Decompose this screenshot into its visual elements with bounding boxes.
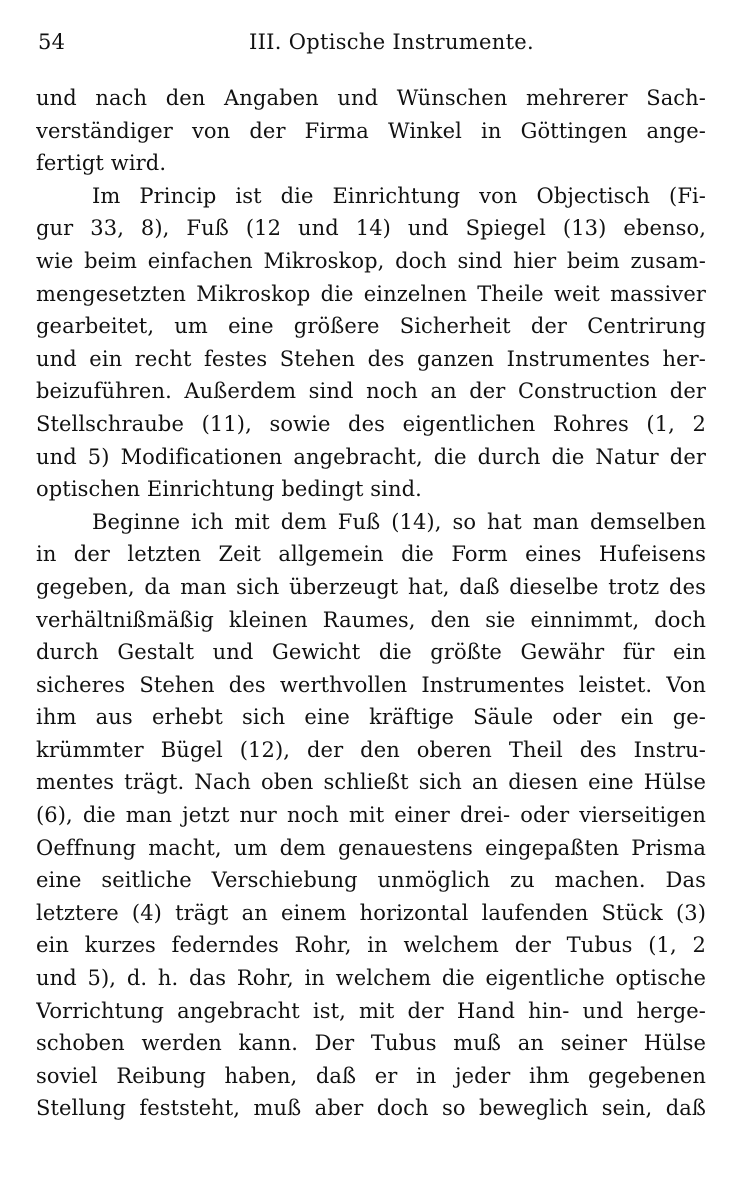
text-line: schoben werden kann. Der Tubus muß an seiner Hülse: [36, 1031, 706, 1056]
text-line: krümmter Bügel (12), der den oberen Theil des Instru-: [36, 737, 706, 762]
text-line: Vorrichtung angebracht ist, mit der Hand hin- und herge-: [36, 998, 706, 1023]
running-head: [38, 24, 705, 60]
text-line: Beginne ich mit dem Fuß (14), so hat man demselben: [92, 509, 706, 534]
text-line: und 5) Modificationen angebracht, die durch die Natur der: [36, 444, 706, 469]
text-line: sicheres Stehen des werthvollen Instrumentes leistet. Von: [36, 672, 706, 697]
text-line: letztere (4) trägt an einem horizontal laufenden Stück (3): [36, 900, 706, 925]
text-line: Stellung feststeht, muß aber doch so beweglich sein, daß: [36, 1096, 706, 1121]
text-line: (6), die man jetzt nur noch mit einer drei- oder vierseitigen: [36, 803, 706, 828]
text-line: und ein recht festes Stehen des ganzen Instrumentes her-: [36, 346, 706, 371]
text-line: Oeffnung macht, um dem genauestens eingepaßten Prisma: [36, 835, 706, 860]
text-line: fertigt wird.: [36, 151, 167, 176]
text-line: ein kurzes federndes Rohr, in welchem der Tubus (1, 2: [36, 933, 706, 958]
text-line: durch Gestalt und Gewicht die größte Gewähr für ein: [36, 640, 706, 665]
text-line: eine seitliche Verschiebung unmöglich zu machen. Das: [36, 868, 706, 893]
text-line: und nach den Angaben und Wünschen mehrerer Sach-: [36, 86, 706, 110]
text-line: wie beim einfachen Mikroskop, doch sind hier beim zusam-: [36, 248, 706, 273]
text-line: Im Princip ist die Einrichtung von Objectisch (Fi-: [92, 183, 706, 208]
text-line: gearbeitet, um eine größere Sicherheit der Centrirung: [36, 314, 706, 339]
text-line: mengesetzten Mikroskop die einzelnen Theile weit massiver: [36, 281, 706, 306]
text-line: ihm aus erhebt sich eine kräftige Säule oder ein ge-: [36, 705, 706, 730]
page-number: 54: [38, 30, 66, 54]
text-line: verständiger von der Firma Winkel in Göttingen ange-: [36, 118, 706, 143]
text-line: mentes trägt. Nach oben schließt sich an diesen eine Hülse: [36, 770, 706, 795]
text-line: und 5), d. h. das Rohr, in welchem die eigentliche optische: [36, 966, 706, 991]
text-line: verhältnißmäßig kleinen Raumes, den sie einnimmt, doch: [36, 607, 706, 632]
text-line: gegeben, da man sich überzeugt hat, daß dieselbe trotz des: [36, 574, 706, 599]
text-line: beizuführen. Außerdem sind noch an der Construction der: [36, 379, 706, 404]
text-line: gur 33, 8), Fuß (12 und 14) und Spiegel (13) ebenso,: [36, 216, 706, 241]
text-line: Stellschraube (11), sowie des eigentlichen Rohres (1, 2: [36, 411, 706, 436]
text-line: optischen Einrichtung bedingt sind.: [36, 477, 422, 502]
text-line: in der letzten Zeit allgemein die Form eines Hufeisens: [36, 542, 706, 567]
chapter-title: III. Optische Instrumente.: [248, 30, 535, 54]
body-text: [36, 82, 706, 1125]
text-line: soviel Reibung haben, daß er in jeder ihm gegebenen: [36, 1063, 706, 1088]
